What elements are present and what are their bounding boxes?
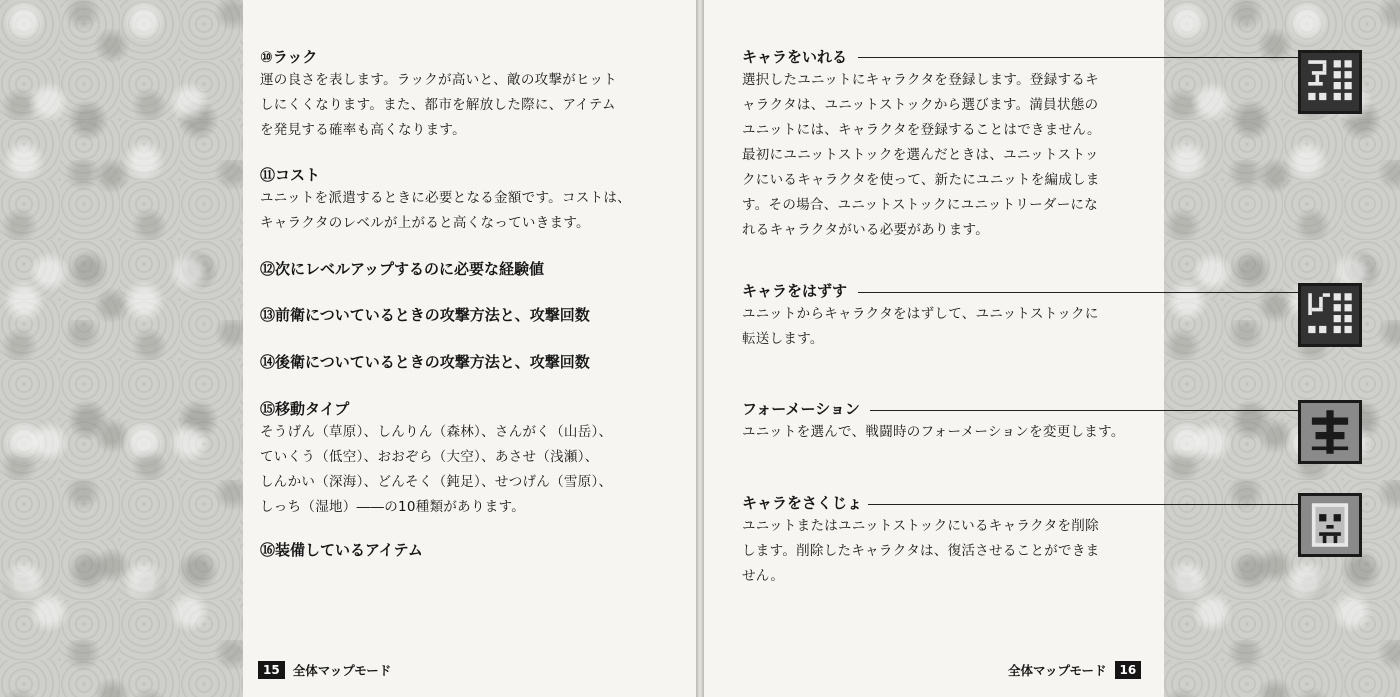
- body-line: せん。: [742, 568, 785, 584]
- body-line: ユニットまたはユニットストックにいるキャラクタを削除: [742, 518, 1099, 534]
- body-line: しんかい（深海）、どんそく（鈍足）、せつげん（雪原）、: [260, 474, 613, 490]
- section-heading: キャラをさくじょ: [742, 494, 863, 512]
- body-line: クにいるキャラクタを使って、新たにユニットを編成しま: [742, 172, 1100, 188]
- section-heading: ⑪コスト: [260, 166, 321, 184]
- remove-character-icon: [1298, 283, 1362, 347]
- body-line: しにくくなります。また、都市を解放した際に、アイテム: [260, 97, 616, 113]
- section-move-type: [260, 398, 612, 520]
- body-line: 最初にユニットストックを選んだときは、ユニットストッ: [742, 147, 1099, 163]
- section-equipped-item: [260, 539, 423, 561]
- add-character-icon: [1298, 50, 1362, 114]
- left-marble-border: [0, 0, 243, 697]
- formation-icon: [1298, 400, 1362, 464]
- footer-title: 全体マップモード: [292, 663, 392, 678]
- body-line: ユニットを選んで、戦闘時のフォーメーションを変更します。: [742, 424, 1125, 440]
- book-gutter: [696, 0, 704, 697]
- section-heading: ⑬前衛についているときの攻撃方法と、攻撃回数: [260, 306, 590, 324]
- leader-line: [870, 410, 1298, 411]
- section-next-exp: [260, 258, 544, 280]
- section-heading: キャラをはずす: [742, 282, 848, 300]
- right-footer: [1000, 660, 1141, 680]
- body-line: しっち（湿地）――の10種類があります。: [260, 499, 526, 515]
- left-footer: [258, 660, 399, 680]
- section-heading: ⑯装備しているアイテム: [260, 541, 423, 559]
- page-number: 16: [1115, 661, 1142, 679]
- section-formation: [742, 398, 1125, 445]
- body-line: 選択したユニットにキャラクタを登録します。登録するキ: [742, 72, 1099, 88]
- footer-title: 全体マップモード: [1008, 663, 1107, 678]
- section-heading: ⑮移動タイプ: [260, 400, 350, 418]
- body-line: す。その場合、ユニットストックにユニットリーダーにな: [742, 197, 1099, 213]
- body-line: ャラクタは、ユニットストックから選びます。満員状態の: [742, 97, 1099, 113]
- body-line: ユニットには、キャラクタを登録することはできません。: [742, 122, 1101, 138]
- section-heading: キャラをいれる: [742, 48, 848, 66]
- leader-line: [868, 504, 1298, 505]
- body-line: れるキャラクタがいる必要があります。: [742, 222, 990, 238]
- body-line: ユニットを派遣するときに必要となる金額です。コストは、: [260, 190, 631, 206]
- section-heading: フォーメーション: [742, 400, 860, 418]
- section-front-attack: [260, 304, 590, 326]
- body-line: ユニットからキャラクタをはずして、ユニットストックに: [742, 306, 1099, 322]
- section-add-character: [742, 46, 1101, 243]
- leader-line: [858, 292, 1298, 293]
- body-line: そうげん（草原）、しんりん（森林）、さんがく（山岳）、: [260, 424, 613, 440]
- body-line: します。削除したキャラクタは、復活させることができま: [742, 543, 1100, 559]
- page-number: 15: [258, 661, 285, 679]
- delete-character-icon: [1298, 493, 1362, 557]
- body-line: ていくう（低空）、おおぞら（大空）、あさせ（浅瀬）、: [260, 449, 599, 465]
- section-remove-character: [742, 280, 1099, 352]
- section-cost: [260, 164, 631, 236]
- section-heading: ⑭後衛についているときの攻撃方法と、攻撃回数: [260, 353, 590, 371]
- section-heading: ⑫次にレベルアップするのに必要な経験値: [260, 260, 544, 278]
- section-delete-character: [742, 492, 1099, 589]
- body-line: 運の良さを表します。ラックが高いと、敵の攻撃がヒット: [260, 72, 618, 88]
- body-line: 転送します。: [742, 331, 824, 347]
- section-heading: ⑩ラック: [260, 48, 318, 66]
- section-rear-attack: [260, 351, 590, 373]
- section-luck: [260, 46, 617, 143]
- body-line: キャラクタのレベルが上がると高くなっていきます。: [260, 215, 590, 231]
- right-marble-border: [1163, 0, 1400, 697]
- leader-line: [858, 57, 1298, 58]
- body-line: を発見する確率も高くなります。: [260, 122, 466, 138]
